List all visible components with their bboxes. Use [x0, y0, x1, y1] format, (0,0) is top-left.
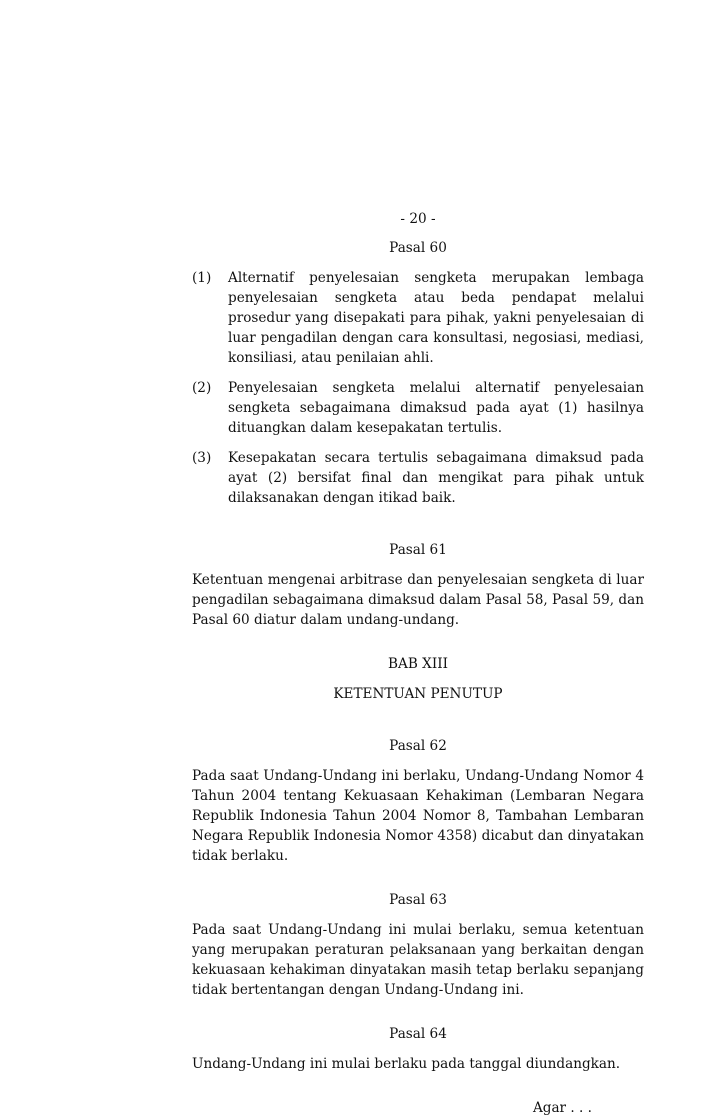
continuation-marker: Agar . . .: [532, 1100, 592, 1116]
pasal-63-text: Pada saat Undang-Undang ini mulai berlaku, semua ketentuan yang merupakan peraturan pelaksanaan yang berkaitan dengan kekuasaan kehakiman dinyatakan masih tetap berlaku sepanjang tidak bertentangan dengan Undang-Undang ini.: [192, 922, 644, 998]
page-number: - 20 -: [400, 211, 436, 227]
item-number: (2): [192, 380, 212, 396]
pasal-60-item-2: [192, 378, 644, 438]
pasal-63-title: Pasal 63: [389, 892, 447, 908]
pasal-60-item-1: [192, 268, 644, 368]
item-number: (1): [192, 270, 212, 286]
item-number: (3): [192, 450, 212, 466]
pasal-64-title: Pasal 64: [389, 1026, 447, 1042]
document-page: [192, 209, 644, 1118]
pasal-61-title: Pasal 61: [389, 542, 447, 558]
pasal-61-text: Ketentuan mengenai arbitrase dan penyelesaian sengketa di luar pengadilan sebagaimana dimaksud dalam Pasal 58, Pasal 59, dan Pasal 60 diatur dalam undang-undang.: [192, 572, 644, 628]
pasal-62-text: Pada saat Undang-Undang ini berlaku, Undang-Undang Nomor 4 Tahun 2004 tentang Kekuasaan Kehakiman (Lembaran Negara Republik Indonesia Tahun 2004 Nomor 8, Tambahan Lembaran Negara Republik Indonesia Nomor 4358) dicabut dan dinyatakan tidak berlaku.: [192, 768, 644, 864]
pasal-64-text: Undang-Undang ini mulai berlaku pada tanggal diundangkan.: [192, 1056, 621, 1072]
bab-number: BAB XIII: [388, 656, 448, 672]
pasal-60-title: Pasal 60: [389, 240, 447, 256]
pasal-60-item-3: [192, 448, 644, 508]
item-text: Alternatif penyelesaian sengketa merupakan lembaga penyelesaian sengketa atau beda pendapat melalui prosedur yang disepakati para pihak, yakni penyelesaian di luar pengadilan dengan cara konsultasi, negosiasi, mediasi, konsiliasi, atau penilaian ahli.: [228, 270, 644, 366]
bab-title: KETENTUAN PENUTUP: [333, 686, 503, 702]
pasal-62-title: Pasal 62: [389, 738, 447, 754]
item-text: Penyelesaian sengketa melalui alternatif penyelesaian sengketa sebagaimana dimaksud pada ayat (1) hasilnya dituangkan dalam kesepakatan tertulis.: [228, 380, 644, 436]
item-text: Kesepakatan secara tertulis sebagaimana dimaksud pada ayat (2) bersifat final dan mengikat para pihak untuk dilaksanakan dengan itikad baik.: [228, 450, 644, 506]
